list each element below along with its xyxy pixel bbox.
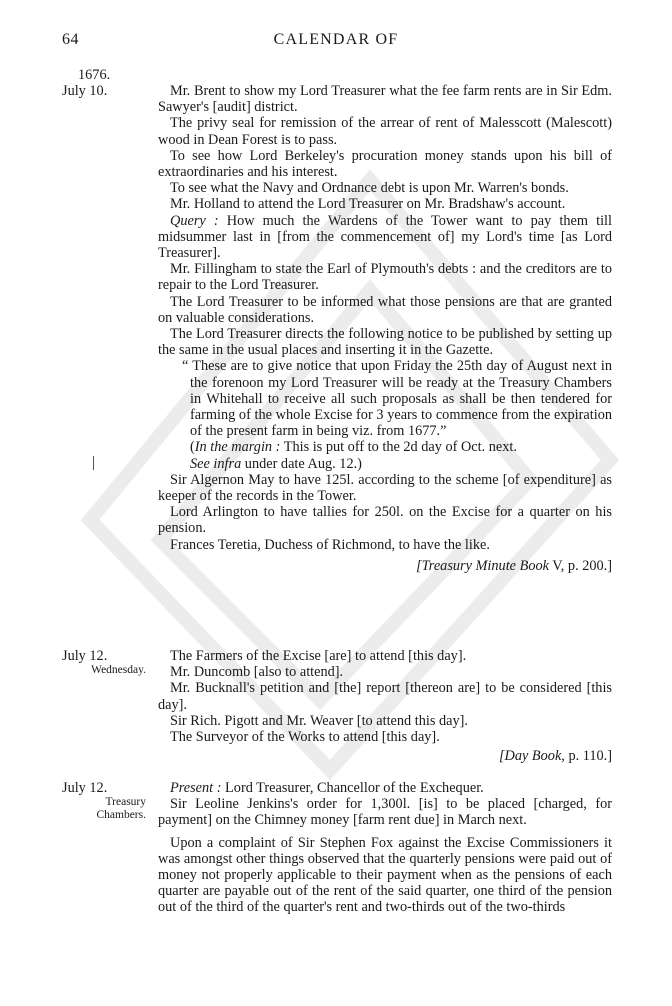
query-label: Query : <box>170 212 219 229</box>
page-number: 64 <box>62 31 79 48</box>
paragraph: To see what the Navy and Ordnance debt is upon Mr. Warren's bonds. <box>170 180 569 197</box>
entry-body <box>158 83 612 574</box>
present-label: Present : <box>170 780 222 796</box>
paragraph: Mr. Bucknall's petition and [the] report [thereon are] to be considered [this day]. <box>158 680 612 713</box>
paragraph: Upon a complaint of Sir Stephen Fox against the Excise Commissioners it was amongst other things observed that the quarterly pensions were paid out of money not properly applicable to their payment when as the pensions of each quarter are payable out of the rent of the said quarter, one third of the pension out of the third of the quarter's rent and two-thirds out of the two-thirds <box>158 834 612 916</box>
source-citation: [Treasury Minute Book V, p. 200.] <box>416 557 612 574</box>
paragraph: The Farmers of the Excise [are] to attend [this day]. <box>170 648 467 664</box>
paragraph: Sir Algernon May to have 125l. according to the scheme [of expenditure] as keeper of the records in the Tower. <box>158 471 612 505</box>
present-paragraph: Present : Lord Treasurer, Chancellor of the Exchequer. <box>170 780 484 796</box>
paragraph: The privy seal for remission of the arrear of rent of Malesscott (Malescott) wood in Dean Forest is to pass. <box>158 115 612 148</box>
paragraph: Mr. Duncomb [also to attend]. <box>170 664 344 681</box>
entry-body <box>158 780 612 916</box>
entry-date <box>62 648 152 677</box>
paragraph: Lord Arlington to have tallies for 250l. on the Excise for a quarter on his pension. <box>158 504 612 537</box>
paragraph: The Lord Treasurer directs the following notice to be published by setting up the same in the usual places and inserting it in the Gazette. <box>158 326 612 359</box>
entry-day: July 12. <box>62 780 108 796</box>
source-citation: [Day Book, p. 110.] <box>498 748 612 765</box>
entry-day: July 10. <box>62 83 108 100</box>
query-paragraph <box>158 213 612 262</box>
query-text: How much the Wardens of the Tower want to pay them till midsummer last in [from the commencement of] my Lord's time [as Lord Treasurer]. <box>158 212 612 262</box>
paragraph: Sir Leoline Jenkins's order for 1,300l. [is] to be placed [charged, for payment] on the Chimney money [farm rent due] in March next. <box>158 796 612 829</box>
margin-label: In the margin : <box>194 439 281 456</box>
paragraph: Mr. Fillingham to state the Earl of Plymouth's debts : and the creditors are to repair to the Lord Treasurer. <box>158 261 612 294</box>
entry-date <box>62 67 152 99</box>
entry-day: July 12. <box>62 648 108 664</box>
entry-place: Treasury <box>105 796 146 809</box>
margin-tick <box>93 456 94 470</box>
paragraph: Frances Teretia, Duchess of Richmond, to have the like. <box>170 536 490 553</box>
page-header <box>0 31 672 51</box>
entry-body <box>158 648 612 764</box>
entry-weekday: Wednesday. <box>91 664 146 677</box>
paragraph: To see how Lord Berkeley's procuration money stands upon his bill of extraordinaries and his interest. <box>158 147 612 181</box>
see-infra-label: See infra <box>190 455 242 472</box>
entry-year: 1676. <box>78 67 111 83</box>
margin-note: (In the margin : This is put off to the 2d day of Oct. next. See infra under date Aug. 12.) <box>190 439 517 472</box>
entry-place: Chambers. <box>96 809 146 822</box>
paragraph: Mr. Holland to attend the Lord Treasurer on Mr. Bradshaw's account. <box>170 196 566 213</box>
paragraph: Mr. Brent to show my Lord Treasurer what the fee farm rents are in Sir Edm. Sawyer's [audit] district. <box>158 83 612 116</box>
paragraph: Sir Rich. Pigott and Mr. Weaver [to attend this day]. <box>170 712 468 729</box>
entry-date <box>62 780 152 822</box>
running-title: CALENDAR OF <box>273 31 399 48</box>
paragraph: The Surveyor of the Works to attend [this day]. <box>170 729 440 746</box>
gazette-notice-quote: “ These are to give notice that upon Friday the 25th day of August next in the forenoon my Lord Treasurer will be ready at the Treasury Chambers in Whitehall to receive all such proposals as shall be then tendered for farming of the whole Excise for 3 years to commence from the expiration of the present farm in being viz. from 1677.” <box>182 358 612 440</box>
paragraph: The Lord Treasurer to be informed what those pensions are that are granted on valuable considerations. <box>158 293 612 326</box>
